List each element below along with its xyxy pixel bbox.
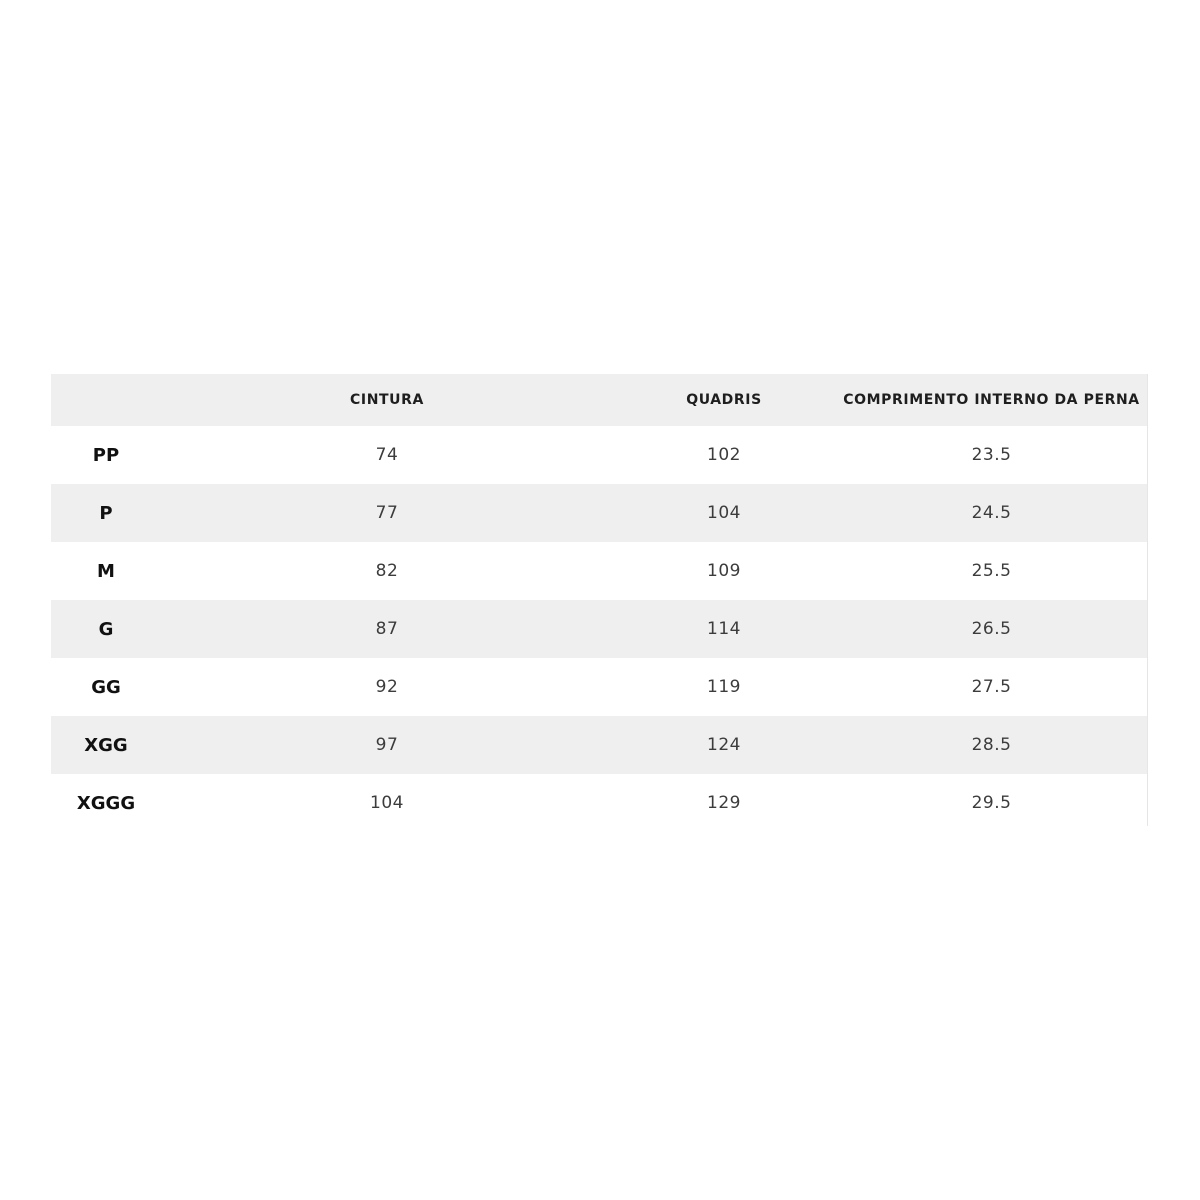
hips-value: 104 [707,503,741,523]
table-body [51,426,1148,832]
table-row [51,716,1148,774]
inseam-value: 24.5 [971,503,1012,523]
table-row [51,426,1148,484]
hips-value: 129 [707,793,741,813]
inseam-value: 29.5 [971,793,1012,813]
size-label: P [99,502,113,524]
waist-value: 87 [375,619,399,639]
inseam-value: 25.5 [971,561,1012,581]
hips-value: 114 [707,619,741,639]
waist-value: 82 [375,561,399,581]
size-label: G [98,618,114,640]
header-hips: QUADRIS [686,392,762,408]
waist-value: 77 [375,503,399,523]
header-size [51,374,161,426]
size-label: GG [91,676,121,698]
size-chart-table [51,374,1148,832]
table-row [51,600,1148,658]
hips-value: 102 [707,445,741,465]
table-row [51,774,1148,832]
inseam-value: 26.5 [971,619,1012,639]
table-right-border [1147,374,1148,826]
inseam-value: 23.5 [971,445,1012,465]
table-header [51,374,1148,426]
inseam-value: 27.5 [971,677,1012,697]
hips-value: 124 [707,735,741,755]
size-label: PP [92,444,120,466]
size-label: M [97,560,115,582]
table-row [51,484,1148,542]
header-waist: CINTURA [350,392,424,408]
table-row [51,658,1148,716]
waist-value: 97 [375,735,399,755]
hips-value: 119 [707,677,741,697]
size-label: XGG [84,734,128,756]
inseam-value: 28.5 [971,735,1012,755]
header-inseam: COMPRIMENTO INTERNO DA PERNA [843,392,1140,408]
waist-value: 92 [375,677,399,697]
size-label: XGGG [76,792,136,814]
hips-value: 109 [707,561,741,581]
header-row [51,374,1148,426]
table-row [51,542,1148,600]
waist-value: 104 [370,793,404,813]
waist-value: 74 [375,445,399,465]
